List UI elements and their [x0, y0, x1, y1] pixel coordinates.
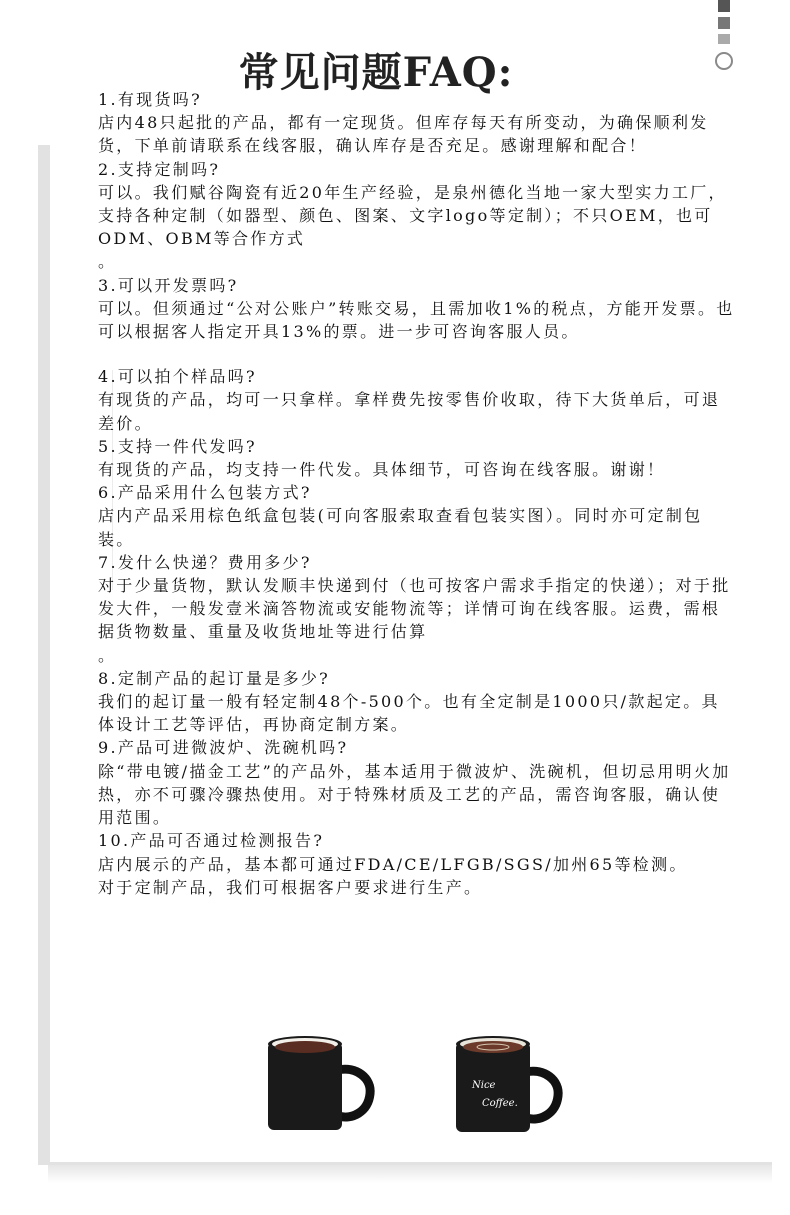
faq-answer: 我们的起订量一般有轻定制48个-500个。也有全定制是1000只/款起定。具体设计工艺等评估，再协商定制方案。 — [98, 692, 720, 735]
mug-label-line1: Nice — [472, 1080, 496, 1091]
faq-question: 3.可以开发票吗? — [98, 275, 239, 295]
faq-item — [98, 736, 738, 829]
faq-item — [98, 274, 738, 344]
faq-answer: 可以。但须通过“公对公账户”转账交易，且需加收1%的税点，方能开发票。也可以根据客人指定开具13%的票。进一步可咨询客服人员。 — [98, 298, 735, 342]
page-title: 常见问题FAQ: — [238, 48, 514, 96]
faq-item — [98, 158, 738, 274]
faq-question: 1.有现货吗? — [98, 90, 202, 109]
faq-answer: 店内展示的产品，基本都可通过FDA/CE/LFGB/SGS/加州65等检测。 — [98, 854, 688, 874]
coffee-mug-icon — [268, 1036, 370, 1130]
spacer — [98, 343, 738, 365]
square-and-ring-icon — [712, 0, 736, 72]
faq-question: 6.产品采用什么包装方式? — [98, 483, 312, 503]
faq-answer-end: 。 — [98, 645, 117, 665]
faq-item — [98, 88, 738, 158]
faq-answer: 有现货的产品，均可一只拿样。拿样费先按零售价收取，待下大货单后，可退差价。 — [98, 390, 721, 433]
coffee-mugs-illustration — [260, 1030, 580, 1140]
faq-question: 10.产品可否通过检测报告? — [98, 831, 325, 851]
faq-answer: 店内产品采用棕色纸盒包装(可向客服索取查看包装实图）。同时亦可定制包装。 — [98, 506, 703, 549]
faq-answer-end: 。 — [98, 252, 117, 272]
faq-item — [98, 435, 738, 481]
card-shadow-bottom — [48, 1165, 772, 1183]
mug-label-line2: Coffee. — [482, 1098, 518, 1109]
faq-question: 2.支持定制吗? — [98, 159, 221, 179]
coffee-mug-icon — [456, 1036, 558, 1132]
faq-question: 9.产品可进微波炉、洗碗机吗? — [98, 738, 349, 758]
faq-question: 7.发什么快递？费用多少? — [98, 552, 312, 572]
faq-item — [98, 365, 738, 435]
faq-question: 5.支持一件代发吗? — [98, 436, 257, 456]
faq-answer: 可以。我们赋谷陶瓷有近20年生产经验，是泉州德化当地一家大型实力工厂，支持各种定制（如器型、颜色、图案、文字logo等定制）；不只OEM，也可ODM、OBM等合作方式 — [98, 182, 727, 249]
faq-answer: 有现货的产品，均支持一件代发。具体细节，可咨询在线客服。谢谢！ — [98, 460, 666, 480]
faq-answer: 对于少量货物，默认发顺丰快递到付（也可按客户需求手指定的快递）；对于批发大件，一般发壹米滴答物流或安能物流等；详情可询在线客服。运费，需根据货物数量、重量及收货地址等进行估算 — [98, 576, 731, 642]
faq-item — [98, 551, 738, 667]
faq-answer-note: 对于定制产品，我们可根据客户要求进行生产。 — [98, 877, 483, 897]
faq-item — [98, 667, 738, 737]
faq-item — [98, 829, 738, 899]
faq-item — [98, 481, 738, 551]
faq-question: 4.可以拍个样品吗? — [98, 367, 257, 387]
faq-question: 8.定制产品的起订量是多少? — [98, 668, 331, 688]
faq-answer: 除“带电镀/描金工艺”的产品外，基本适用于微波炉、洗碗机，但切忌用明火加热，亦不可骤冷骤热使用。对于特殊材质及工艺的产品，需咨询客服，确认使用范围。 — [98, 761, 731, 828]
faq-answer: 店内48只起批的产品，都有一定现货。但库存每天有所变动，为确保顺利发货，下单前请联系在线客服，确认库存是否充足。感谢理解和配合！ — [98, 113, 709, 156]
faq-list — [98, 88, 738, 899]
